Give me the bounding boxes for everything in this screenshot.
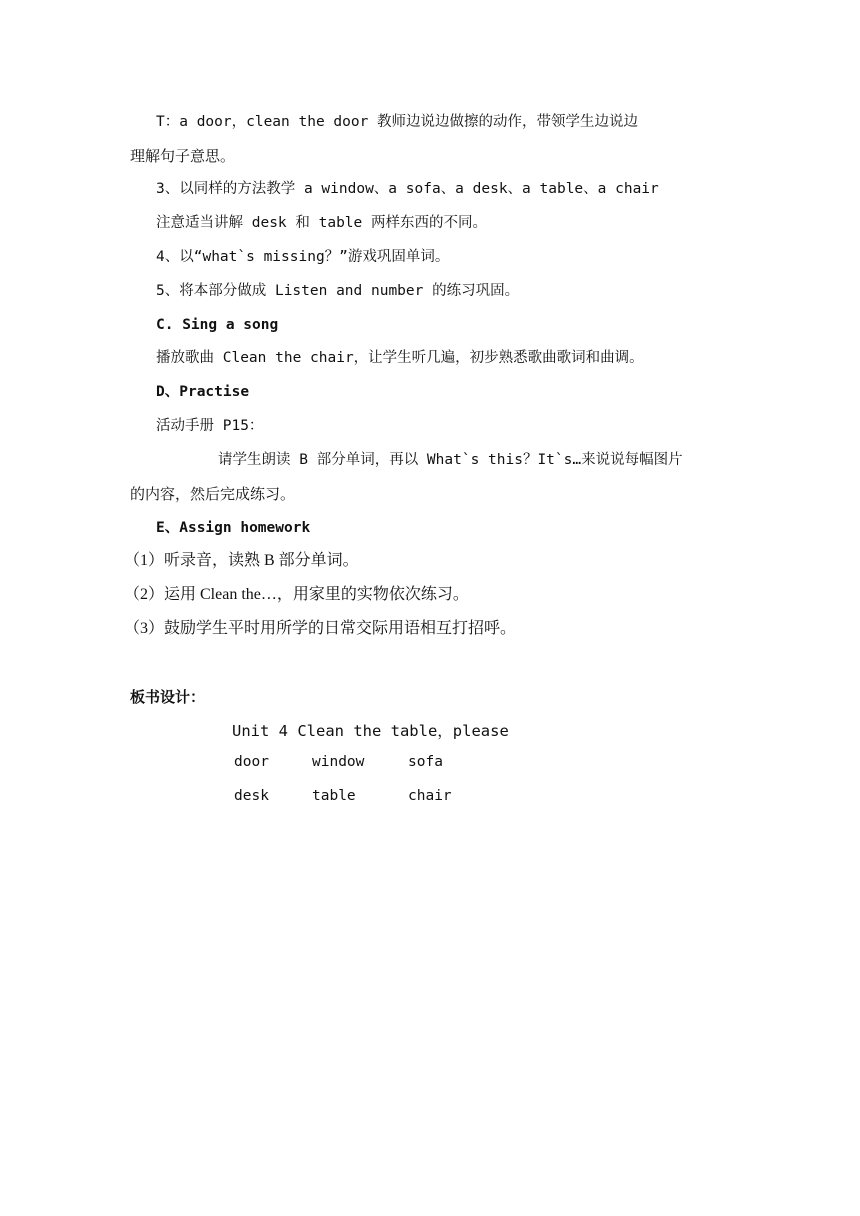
section-heading-assign-homework: E、Assign homework bbox=[156, 520, 311, 536]
board-word: window bbox=[312, 754, 365, 770]
text-line-desk-table-note: 注意适当讲解 desk 和 table 两样东西的不同。 bbox=[156, 215, 487, 231]
text-line-step-5: 5、将本部分做成 Listen and number 的练习巩固。 bbox=[156, 283, 520, 299]
text-line-play-song: 播放歌曲 Clean the chair，让学生听几遍，初步熟悉歌曲歌词和曲调。 bbox=[156, 350, 644, 366]
text-line-activity-book: 活动手册 P15： bbox=[156, 418, 264, 434]
text-line-step-3: 3、以同样的方法教学 a window、a sofa、a desk、a table、a chair bbox=[156, 181, 659, 197]
section-heading-practise: D、Practise bbox=[156, 384, 250, 400]
homework-item-3: （3）鼓励学生平时用所学的日常交际用语相互打招呼。 bbox=[124, 620, 517, 637]
board-title: Unit 4 Clean the table，please bbox=[232, 722, 509, 740]
section-heading-sing-a-song: C. Sing a song bbox=[156, 317, 279, 333]
board-word: sofa bbox=[408, 754, 443, 770]
board-design-heading: 板书设计： bbox=[130, 688, 206, 706]
text-line-door-activity: T：a door，clean the door 教师边说边做擦的动作，带领学生边说边 bbox=[156, 114, 639, 130]
board-word: door bbox=[234, 754, 269, 770]
board-word: table bbox=[312, 788, 356, 804]
board-word: chair bbox=[408, 788, 452, 804]
text-line-read-words: 请学生朗读 B 部分单词，再以 What`s this？It`s…来说说每幅图片 bbox=[218, 452, 683, 468]
text-line-step-4: 4、以“what`s missing？”游戏巩固单词。 bbox=[156, 249, 450, 265]
homework-item-2: （2）运用 Clean the…，用家里的实物依次练习。 bbox=[124, 586, 469, 603]
text-line-complete-exercise: 的内容，然后完成练习。 bbox=[130, 485, 296, 503]
homework-item-1: （1）听录音，读熟 B 部分单词。 bbox=[124, 552, 359, 569]
board-word: desk bbox=[234, 788, 269, 804]
text-line-understand: 理解句子意思。 bbox=[130, 147, 236, 165]
